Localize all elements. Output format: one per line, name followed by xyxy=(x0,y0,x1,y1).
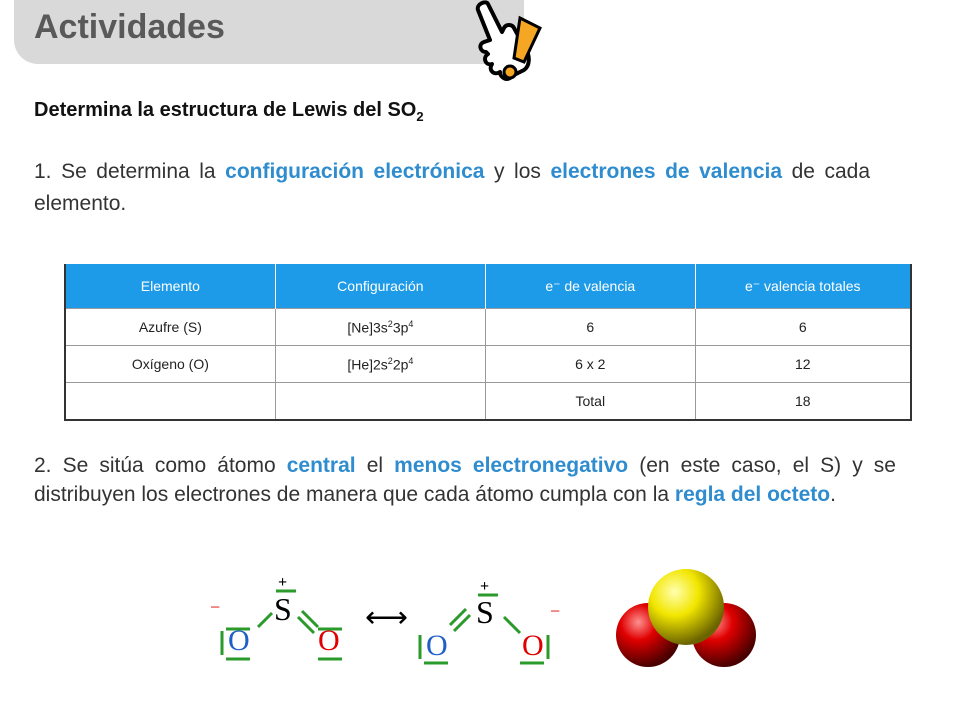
highlight-menos-electronegativo: menos electronegativo xyxy=(394,454,629,477)
header-valencia-totales: e⁻ valencia totales xyxy=(695,264,911,309)
highlight-central: central xyxy=(286,454,356,477)
header-valencia: e⁻ de valencia xyxy=(486,264,696,309)
highlight-electrones: electrones de valencia xyxy=(550,160,783,183)
configuration-table xyxy=(64,264,912,421)
sulfur-1: S xyxy=(274,591,292,627)
oxygen-right-2: O xyxy=(522,629,544,662)
table-row: Azufre (S) $[Ne]3s^23p^4$ 6 6 xyxy=(65,309,911,346)
page-title: Actividades xyxy=(34,8,225,46)
highlight-configuracion: configuración electrónica xyxy=(225,160,485,183)
single-bond-1 xyxy=(258,613,272,627)
pointing-hand-icon xyxy=(468,0,548,95)
plus-charge-2: + xyxy=(480,578,490,595)
minus-charge-1: − xyxy=(210,597,221,617)
step-1-text: 1. Se determina la configuración electrónica y los electrones de valencia de cada elemento. xyxy=(34,160,871,215)
plus-charge-1: + xyxy=(278,574,288,591)
header-elemento: Elemento xyxy=(65,264,275,309)
single-bond-2 xyxy=(504,617,520,633)
sulfur-2: S xyxy=(476,594,494,630)
oxygen-right-1: O xyxy=(318,624,340,657)
table-row: Total 18 xyxy=(65,383,911,421)
minus-charge-2: − xyxy=(550,601,561,621)
table-row: Oxígeno (O) $[He]2s^22p^4$ 6 x 2 12 xyxy=(65,346,911,383)
highlight-regla-octeto: regla del octeto xyxy=(674,483,831,506)
subtitle: Determina la estructura de Lewis del $SO_2$ xyxy=(34,99,424,124)
resonance-arrow: ⟷ xyxy=(365,601,409,634)
step-2-text: 2. Se sitúa como átomo central el menos electronegativo (en este caso, el S) y se distribuyen los electrones de manera que cada átomo cumpla con la regla del octeto. xyxy=(34,454,896,506)
sulfur-sphere xyxy=(648,569,724,645)
lewis-structures xyxy=(200,565,600,675)
header-configuracion: Configuración xyxy=(275,264,485,309)
oxygen-left-2: O xyxy=(426,629,448,662)
oxygen-left-1: O xyxy=(228,624,250,657)
so2-space-filling-model xyxy=(610,565,760,695)
